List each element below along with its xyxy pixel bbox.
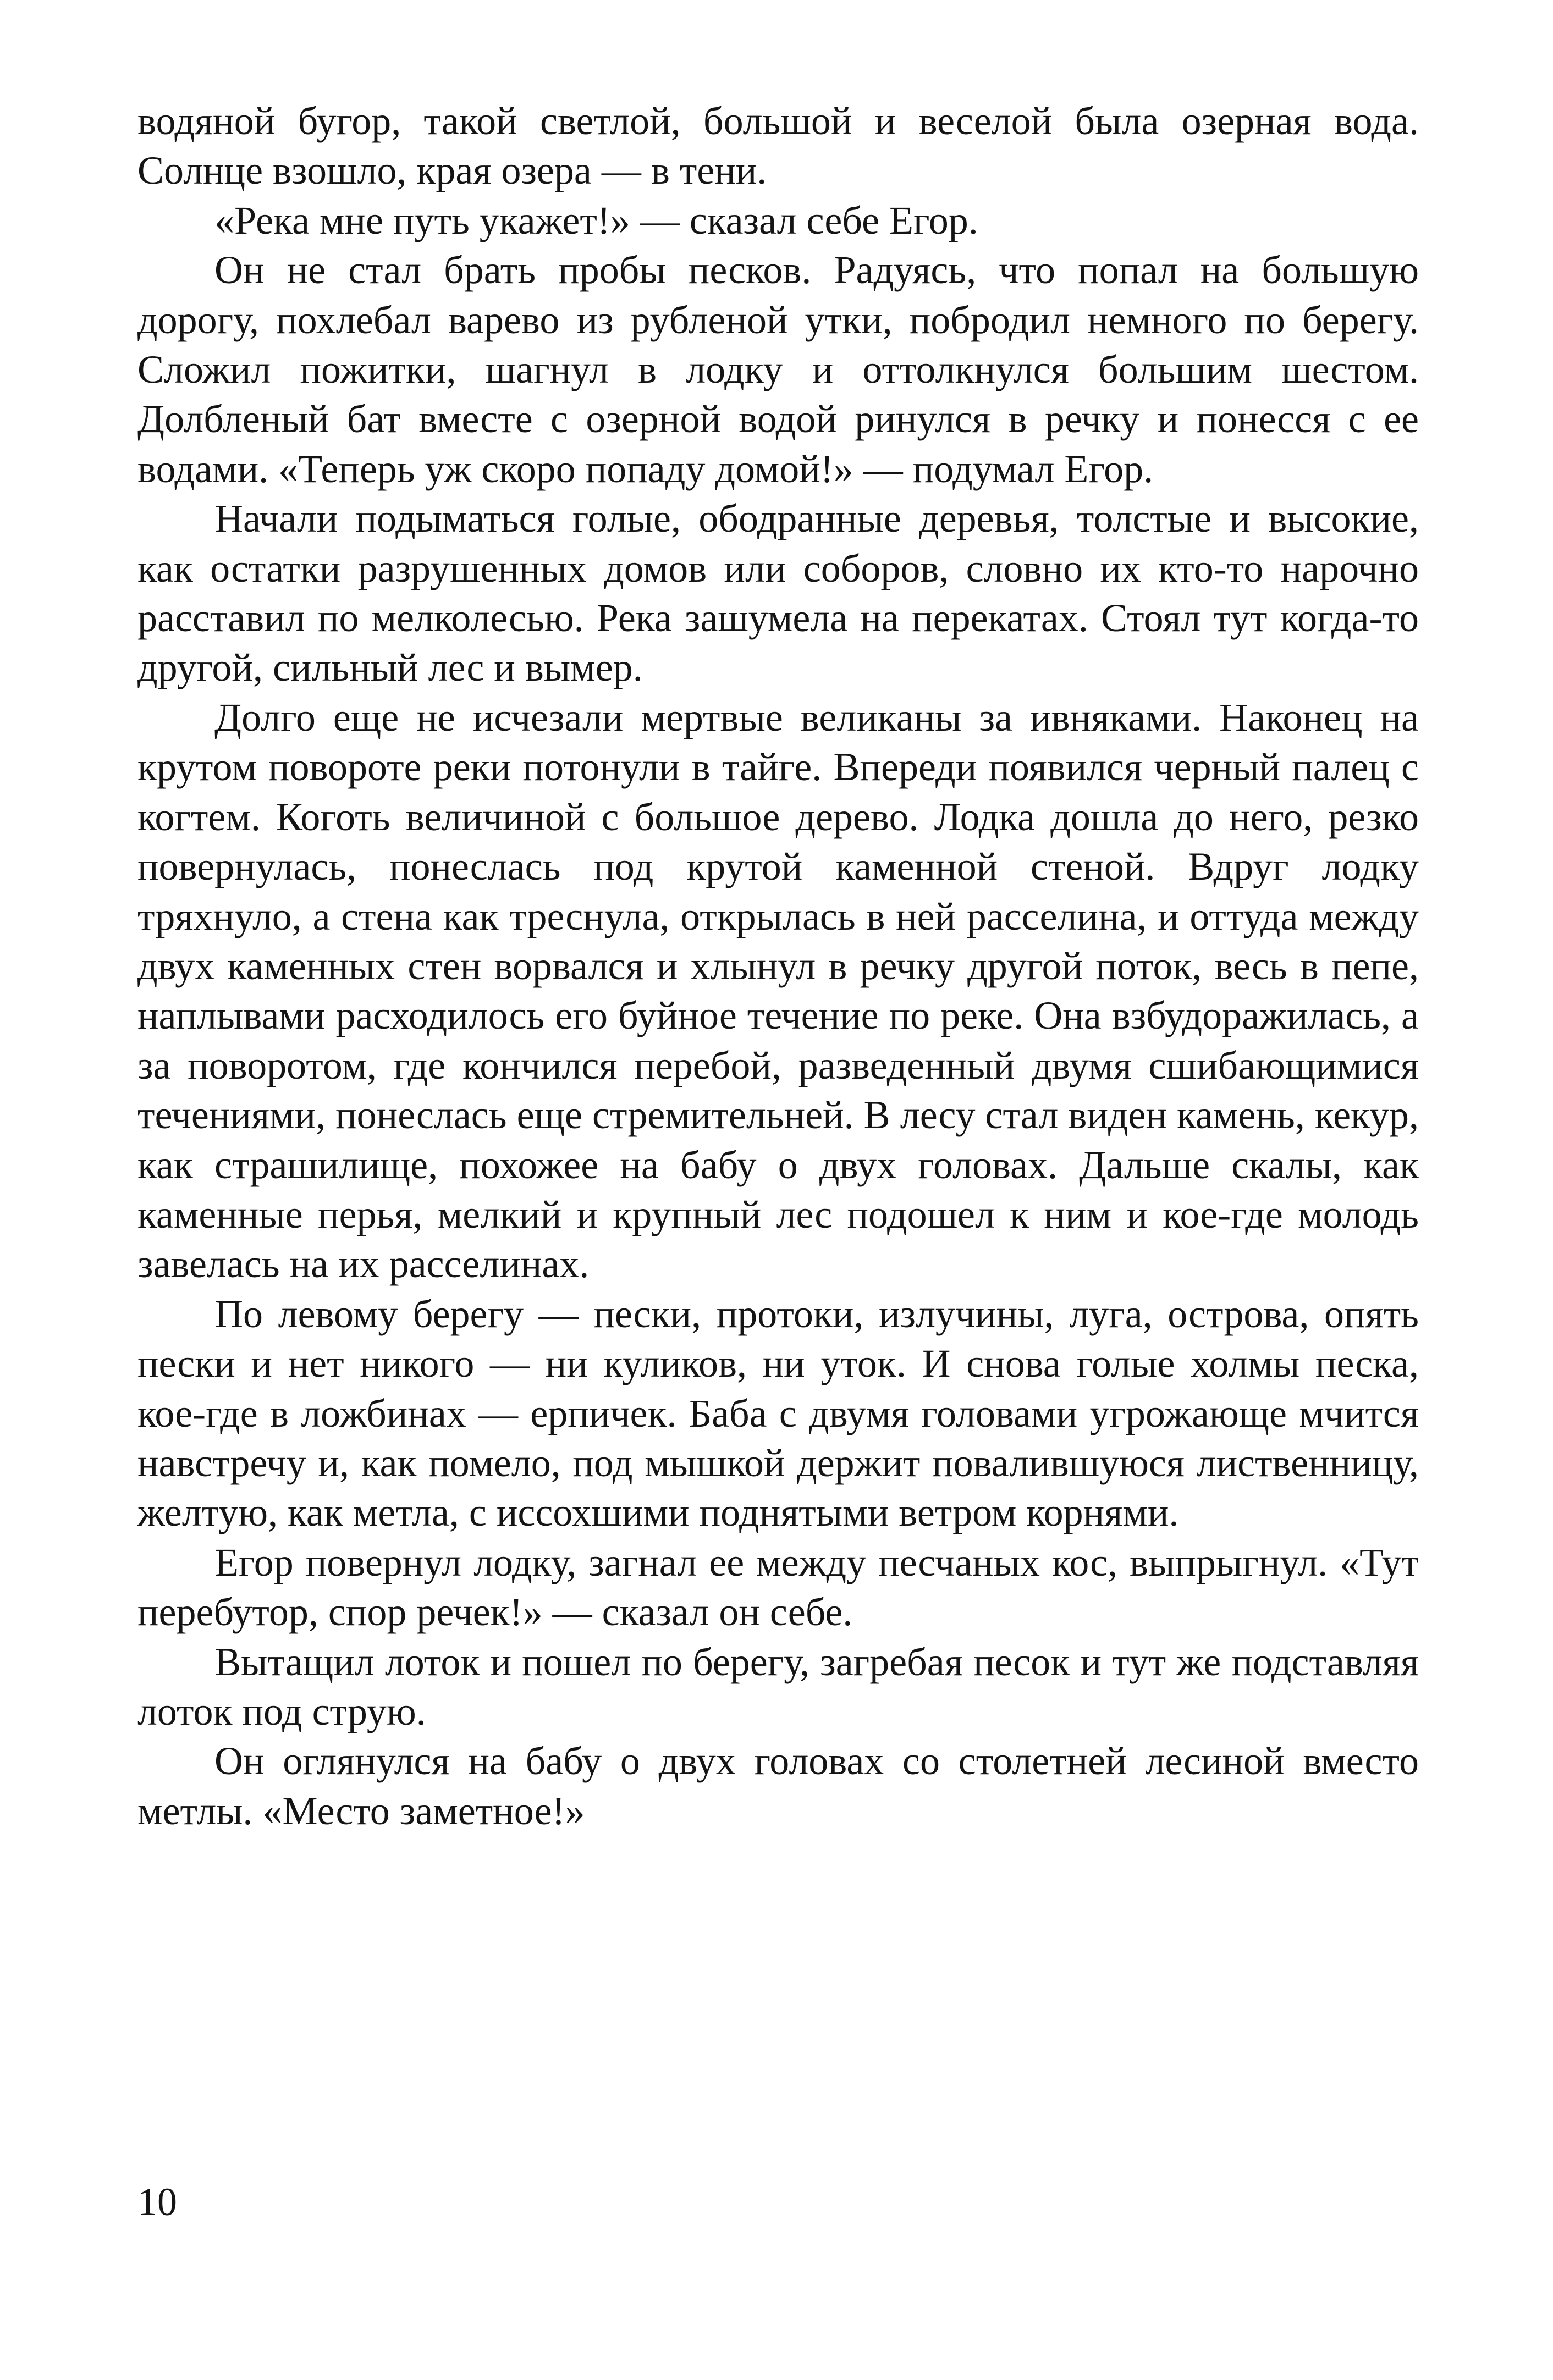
paragraph: водяной бугор, такой светлой, большой и веселой была озерная вода. Солнце взошло, края озера — в тени. xyxy=(137,99,1419,193)
page-number: 10 xyxy=(137,2180,177,2224)
paragraph: По левому берегу — пески, протоки, излучины, луга, острова, опять пески и нет никого — ни куликов, ни уток. И снова голые холмы песка, кое-где в ложбинах — ерпичек. Баба с двумя головами угрожающе мчится навстречу и, как помело, под мышкой держит повалившуюся лиственницу, желтую, как метла, с иссохшими поднятыми ветром корнями. xyxy=(137,1291,1419,1535)
paragraph: «Река мне путь укажет!» — сказал себе Егор. xyxy=(214,198,978,242)
paragraph: Начали подыматься голые, ободранные деревья, толстые и высокие, как остатки разрушенных домов или соборов, словно их кто-то нарочно расставил по мелколесью. Река зашумела на перекатах. Стоял тут когда-то другой, сильный лес и вымер. xyxy=(137,496,1419,690)
paragraph: Вытащил лоток и пошел по берегу, загребая песок и тут же подставляя лоток под струю. xyxy=(137,1639,1419,1733)
paragraph: Долго еще не исчезали мертвые великаны за ивняками. Наконец на крутом повороте реки потонули в тайге. Впереди появился черный палец с когтем. Коготь величиной с большое дерево. Лодка дошла до него, резко повернулась, понеслась под крутой каменной стеной. Вдруг лодку тряхнуло, а стена как треснула, открылась в ней расселина, и оттуда между двух каменных стен ворвался и хлынул в речку другой поток, весь в пепе, наплывами расходилось его буйное течение по реке. Она взбудоражилась, а за поворотом, где кончился перебой, разведенный двумя сшибающимися течениями, понеслась еще стремительней. В лесу стал виден камень, кекур, как страшилище, похожее на бабу о двух головах. Дальше скалы, как каменные перья, мелкий и крупный лес подошел к ним и кое-где молодь завелась на их расселинах. xyxy=(137,695,1419,1286)
paragraph: Он не стал брать пробы песков. Радуясь, что попал на большую дорогу, похлебал варево из рубленой утки, побродил немного по берегу. Сложил пожитки, шагнул в лодку и оттолкнулся большим шестом. Долбленый бат вместе с озерной водой ринулся в речку и понесся с ее водами. «Теперь уж скоро попаду домой!» — подумал Егор. xyxy=(137,248,1419,491)
paragraph: Егор повернул лодку, загнал ее между песчаных кос, выпрыгнул. «Тут перебутор, спор речек!» — сказал он себе. xyxy=(137,1540,1419,1634)
paragraph: Он оглянулся на бабу о двух головах со столетней лесиной вместо метлы. «Место заметное!» xyxy=(137,1739,1419,1833)
page-body xyxy=(137,96,1419,1836)
